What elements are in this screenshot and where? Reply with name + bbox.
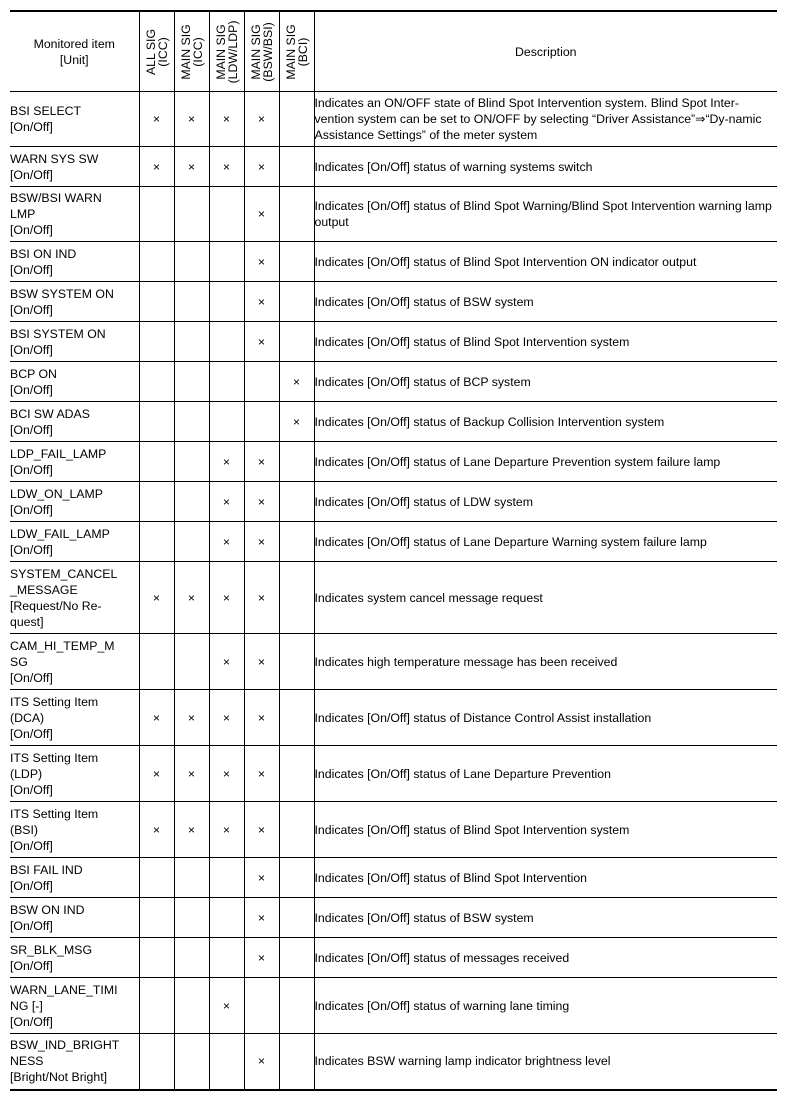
signal-mark-cell: ×	[139, 746, 174, 802]
description-cell: Indicates [On/Off] status of warning lane timing	[314, 978, 777, 1034]
monitored-item-cell	[10, 522, 139, 562]
signal-mark-cell	[244, 978, 279, 1034]
signal-mark-cell: ×	[244, 187, 279, 242]
monitored-item-line: [On/Off]	[10, 1014, 53, 1029]
signal-header-line2: (LDW/LDP)	[225, 20, 240, 83]
table-row	[10, 482, 777, 522]
description-cell: Indicates [On/Off] status of Blind Spot Intervention system	[314, 322, 777, 362]
monitored-item-line: _MESSAGE	[10, 582, 78, 597]
signal-mark-cell	[139, 242, 174, 282]
monitored-item-cell	[10, 978, 139, 1034]
monitored-item-line: LDW_FAIL_LAMP	[10, 526, 110, 541]
description-cell: Indicates [On/Off] status of Distance Control Assist installation	[314, 690, 777, 746]
monitor-item-table	[10, 10, 777, 1091]
description-cell: Indicates [On/Off] status of Blind Spot Warning/Blind Spot Intervention warning lamp output	[314, 187, 777, 242]
signal-mark-cell	[209, 282, 244, 322]
signal-mark-cell	[279, 322, 314, 362]
monitored-item-line: SG	[10, 654, 28, 669]
description-cell: Indicates an ON/OFF state of Blind Spot Intervention system. Blind Spot Inter-vention system can be set to ON/OFF by selecting “Driver Assistance”⇒“Dy-namic Assistance Settings” of the meter system	[314, 92, 777, 147]
table-row	[10, 522, 777, 562]
signal-mark-cell: ×	[209, 442, 244, 482]
signal-mark-cell	[174, 242, 209, 282]
table-row	[10, 938, 777, 978]
description-header: Description	[314, 11, 777, 92]
signal-mark-cell: ×	[209, 746, 244, 802]
monitored-item-line: (BSI)	[10, 822, 39, 837]
table-body	[10, 92, 777, 1090]
monitored-item-cell	[10, 562, 139, 634]
signal-mark-cell: ×	[139, 92, 174, 147]
description-cell: Indicates [On/Off] status of messages received	[314, 938, 777, 978]
table-row	[10, 562, 777, 634]
monitored-item-cell	[10, 147, 139, 187]
signal-header-main-sig-ldw-ldp	[209, 11, 244, 92]
table-row	[10, 898, 777, 938]
description-cell: Indicates [On/Off] status of Lane Departure Prevention system failure lamp	[314, 442, 777, 482]
signal-mark-cell: ×	[139, 690, 174, 746]
signal-mark-cell	[139, 282, 174, 322]
signal-mark-cell	[279, 562, 314, 634]
monitored-item-line: BSW SYSTEM ON	[10, 286, 114, 301]
signal-mark-cell	[174, 282, 209, 322]
signal-mark-cell	[174, 858, 209, 898]
signal-header-line2: (ICC)	[190, 36, 205, 67]
monitored-item-cell	[10, 1034, 139, 1090]
description-cell: Indicates BSW warning lamp indicator brightness level	[314, 1034, 777, 1090]
signal-mark-cell	[279, 147, 314, 187]
monitored-item-line: NG [-]	[10, 998, 43, 1013]
signal-mark-cell: ×	[209, 522, 244, 562]
table-row	[10, 978, 777, 1034]
signal-mark-cell: ×	[244, 690, 279, 746]
table-row	[10, 858, 777, 898]
monitored-item-cell	[10, 92, 139, 147]
monitored-item-line: [On/Off]	[10, 542, 53, 557]
signal-mark-cell	[139, 634, 174, 690]
signal-mark-cell	[279, 690, 314, 746]
monitored-item-line: BSI SELECT	[10, 104, 82, 118]
signal-mark-cell: ×	[244, 802, 279, 858]
signal-mark-cell: ×	[209, 802, 244, 858]
description-cell: Indicates [On/Off] status of LDW system	[314, 482, 777, 522]
monitored-item-line: ITS Setting Item	[10, 806, 99, 821]
signal-mark-cell	[174, 938, 209, 978]
monitored-item-cell	[10, 858, 139, 898]
signal-mark-cell	[244, 402, 279, 442]
signal-mark-cell: ×	[279, 402, 314, 442]
monitored-item-cell	[10, 634, 139, 690]
monitored-item-line: [On/Off]	[10, 302, 53, 317]
signal-mark-cell	[279, 522, 314, 562]
signal-mark-cell: ×	[174, 92, 209, 147]
signal-mark-cell	[174, 187, 209, 242]
monitored-item-line: ITS Setting Item	[10, 750, 99, 765]
monitored-item-line: BSI FAIL IND	[10, 862, 83, 877]
monitored-item-line: LDW_ON_LAMP	[10, 486, 103, 501]
monitored-item-line: BSW ON IND	[10, 902, 85, 917]
description-cell: Indicates [On/Off] status of Blind Spot Intervention system	[314, 802, 777, 858]
signal-mark-cell	[139, 858, 174, 898]
signal-mark-cell	[279, 634, 314, 690]
signal-header-line1: ALL SIG	[143, 28, 158, 75]
signal-mark-cell: ×	[244, 442, 279, 482]
signal-mark-cell	[174, 482, 209, 522]
signal-mark-cell	[139, 938, 174, 978]
signal-mark-cell	[174, 522, 209, 562]
signal-mark-cell: ×	[244, 1034, 279, 1090]
signal-mark-cell	[174, 322, 209, 362]
header-row	[10, 11, 777, 92]
monitored-item-line: [On/Off]	[10, 223, 53, 237]
signal-mark-cell	[174, 402, 209, 442]
description-cell: Indicates [On/Off] status of Backup Collision Intervention system	[314, 402, 777, 442]
signal-mark-cell	[174, 442, 209, 482]
monitored-item-cell	[10, 690, 139, 746]
signal-mark-cell	[139, 482, 174, 522]
monitored-item-cell	[10, 746, 139, 802]
signal-header-all-sig-icc	[139, 11, 174, 92]
signal-mark-cell	[209, 858, 244, 898]
signal-header-line1: MAIN SIG	[283, 23, 298, 80]
table-row	[10, 282, 777, 322]
signal-header-main-sig-bsw-bsi	[244, 11, 279, 92]
monitored-item-line: BSW_IND_BRIGHT	[10, 1038, 120, 1053]
monitored-item-header-unit: [Unit]	[59, 52, 89, 67]
signal-mark-cell	[279, 898, 314, 938]
signal-mark-cell: ×	[244, 858, 279, 898]
monitored-item-line: [On/Off]	[10, 342, 53, 357]
monitored-item-line: [On/Off]	[10, 838, 53, 853]
monitored-item-line: [On/Off]	[10, 120, 53, 134]
monitored-item-line: [On/Off]	[10, 782, 53, 797]
signal-mark-cell: ×	[174, 562, 209, 634]
monitored-item-header-label: Monitored item	[33, 36, 115, 51]
signal-mark-cell	[139, 322, 174, 362]
monitored-item-cell	[10, 322, 139, 362]
signal-mark-cell	[279, 187, 314, 242]
signal-mark-cell	[279, 282, 314, 322]
signal-mark-cell	[279, 802, 314, 858]
signal-mark-cell	[209, 938, 244, 978]
description-cell: Indicates [On/Off] status of Lane Departure Prevention	[314, 746, 777, 802]
signal-mark-cell	[279, 482, 314, 522]
signal-mark-cell	[279, 858, 314, 898]
signal-header-line2: (BCI)	[295, 37, 310, 66]
description-cell: Indicates [On/Off] status of Blind Spot Intervention	[314, 858, 777, 898]
signal-mark-cell: ×	[244, 522, 279, 562]
signal-mark-cell: ×	[244, 746, 279, 802]
monitored-item-cell	[10, 482, 139, 522]
monitored-item-line: (DCA)	[10, 710, 45, 725]
signal-mark-cell	[174, 978, 209, 1034]
description-cell: Indicates [On/Off] status of Lane Departure Warning system failure lamp	[314, 522, 777, 562]
table-row	[10, 242, 777, 282]
signal-mark-cell	[139, 362, 174, 402]
monitored-item-cell	[10, 282, 139, 322]
signal-mark-cell: ×	[244, 147, 279, 187]
signal-mark-cell: ×	[244, 92, 279, 147]
monitored-item-cell	[10, 187, 139, 242]
table-row	[10, 746, 777, 802]
monitored-item-line: [On/Off]	[10, 918, 53, 933]
description-cell: Indicates [On/Off] status of BSW system	[314, 282, 777, 322]
signal-mark-cell	[209, 322, 244, 362]
table-row	[10, 1034, 777, 1090]
monitored-item-line: [On/Off]	[10, 958, 53, 973]
table-row	[10, 187, 777, 242]
signal-mark-cell	[139, 187, 174, 242]
description-cell: Indicates [On/Off] status of warning systems switch	[314, 147, 777, 187]
monitored-item-line: [On/Off]	[10, 502, 53, 517]
signal-header-line1: MAIN SIG	[213, 23, 228, 80]
monitored-item-cell	[10, 898, 139, 938]
monitored-item-line: WARN SYS SW	[10, 151, 99, 166]
signal-mark-cell	[139, 522, 174, 562]
signal-mark-cell: ×	[209, 92, 244, 147]
signal-mark-cell	[279, 978, 314, 1034]
signal-mark-cell: ×	[209, 562, 244, 634]
monitored-item-cell	[10, 362, 139, 402]
signal-mark-cell: ×	[244, 282, 279, 322]
monitored-item-line: [Request/No Re-	[10, 598, 102, 613]
monitored-item-line: BSW/BSI WARN	[10, 191, 102, 205]
monitored-item-line: [On/Off]	[10, 167, 53, 182]
signal-mark-cell: ×	[244, 898, 279, 938]
monitored-item-cell	[10, 802, 139, 858]
signal-mark-cell	[174, 362, 209, 402]
table-row	[10, 402, 777, 442]
monitored-item-cell	[10, 442, 139, 482]
signal-mark-cell	[174, 634, 209, 690]
monitored-item-line: [Bright/Not Bright]	[10, 1070, 108, 1085]
monitored-item-line: [On/Off]	[10, 726, 53, 741]
signal-mark-cell: ×	[279, 362, 314, 402]
monitored-item-line: [On/Off]	[10, 262, 53, 277]
signal-mark-cell: ×	[139, 802, 174, 858]
table-row	[10, 92, 777, 147]
signal-mark-cell: ×	[209, 978, 244, 1034]
signal-mark-cell: ×	[244, 242, 279, 282]
monitored-item-line: BSI ON IND	[10, 246, 77, 261]
table-row	[10, 322, 777, 362]
monitored-item-cell	[10, 938, 139, 978]
signal-mark-cell	[279, 242, 314, 282]
signal-header-main-sig-bci	[279, 11, 314, 92]
signal-mark-cell: ×	[174, 746, 209, 802]
signal-mark-cell	[279, 746, 314, 802]
signal-mark-cell	[279, 1034, 314, 1090]
signal-header-main-sig-icc	[174, 11, 209, 92]
signal-mark-cell: ×	[244, 938, 279, 978]
description-cell: Indicates [On/Off] status of Blind Spot Intervention ON indicator output	[314, 242, 777, 282]
signal-mark-cell	[139, 442, 174, 482]
signal-mark-cell	[174, 1034, 209, 1090]
monitored-item-cell	[10, 402, 139, 442]
monitored-item-line: ITS Setting Item	[10, 694, 99, 709]
signal-mark-cell	[174, 898, 209, 938]
table-row	[10, 690, 777, 746]
signal-header-line2: (BSW/BSI)	[260, 21, 275, 82]
signal-mark-cell	[139, 898, 174, 938]
signal-mark-cell	[209, 1034, 244, 1090]
signal-mark-cell: ×	[174, 690, 209, 746]
signal-header-line2: (ICC)	[155, 36, 170, 67]
description-cell: Indicates [On/Off] status of BSW system	[314, 898, 777, 938]
signal-mark-cell: ×	[174, 147, 209, 187]
monitored-item-line: [On/Off]	[10, 878, 53, 893]
signal-mark-cell	[209, 362, 244, 402]
monitored-item-line: quest]	[10, 614, 44, 629]
monitored-item-line: LMP	[10, 207, 36, 221]
table-row	[10, 442, 777, 482]
signal-mark-cell: ×	[209, 147, 244, 187]
monitored-item-line: [On/Off]	[10, 670, 53, 685]
signal-mark-cell	[209, 402, 244, 442]
description-cell: Indicates high temperature message has been received	[314, 634, 777, 690]
table-row	[10, 802, 777, 858]
signal-mark-cell	[139, 1034, 174, 1090]
signal-mark-cell: ×	[174, 802, 209, 858]
monitored-item-line: SR_BLK_MSG	[10, 942, 93, 957]
signal-mark-cell	[209, 898, 244, 938]
monitored-item-line: [On/Off]	[10, 382, 53, 397]
monitored-item-line: CAM_HI_TEMP_M	[10, 638, 115, 653]
signal-mark-cell: ×	[209, 690, 244, 746]
signal-mark-cell	[279, 938, 314, 978]
monitored-item-line: BCP ON	[10, 366, 57, 381]
table-row	[10, 634, 777, 690]
signal-mark-cell: ×	[209, 634, 244, 690]
signal-mark-cell	[279, 92, 314, 147]
monitored-item-line: [On/Off]	[10, 422, 53, 437]
signal-mark-cell: ×	[209, 482, 244, 522]
monitored-item-line: SYSTEM_CANCEL	[10, 566, 118, 581]
monitored-item-line: WARN_LANE_TIMI	[10, 982, 118, 997]
description-cell: Indicates system cancel message request	[314, 562, 777, 634]
signal-mark-cell: ×	[244, 322, 279, 362]
signal-mark-cell	[244, 362, 279, 402]
monitored-item-line: BCI SW ADAS	[10, 406, 90, 421]
signal-mark-cell	[139, 402, 174, 442]
monitored-item-line: LDP_FAIL_LAMP	[10, 446, 107, 461]
monitored-item-line: BSI SYSTEM ON	[10, 326, 106, 341]
signal-mark-cell: ×	[139, 562, 174, 634]
monitored-item-header	[10, 11, 139, 92]
signal-header-line1: MAIN SIG	[248, 23, 263, 80]
signal-mark-cell	[209, 242, 244, 282]
table-row	[10, 147, 777, 187]
signal-mark-cell: ×	[139, 147, 174, 187]
monitored-item-cell	[10, 242, 139, 282]
table-row	[10, 362, 777, 402]
signal-mark-cell	[279, 442, 314, 482]
signal-mark-cell	[139, 978, 174, 1034]
monitored-item-line: [On/Off]	[10, 462, 53, 477]
signal-mark-cell: ×	[244, 634, 279, 690]
signal-mark-cell	[209, 187, 244, 242]
monitored-item-line: (LDP)	[10, 766, 43, 781]
monitored-item-line: NESS	[10, 1054, 44, 1069]
signal-mark-cell: ×	[244, 562, 279, 634]
description-cell: Indicates [On/Off] status of BCP system	[314, 362, 777, 402]
signal-mark-cell: ×	[244, 482, 279, 522]
signal-header-line1: MAIN SIG	[178, 23, 193, 80]
